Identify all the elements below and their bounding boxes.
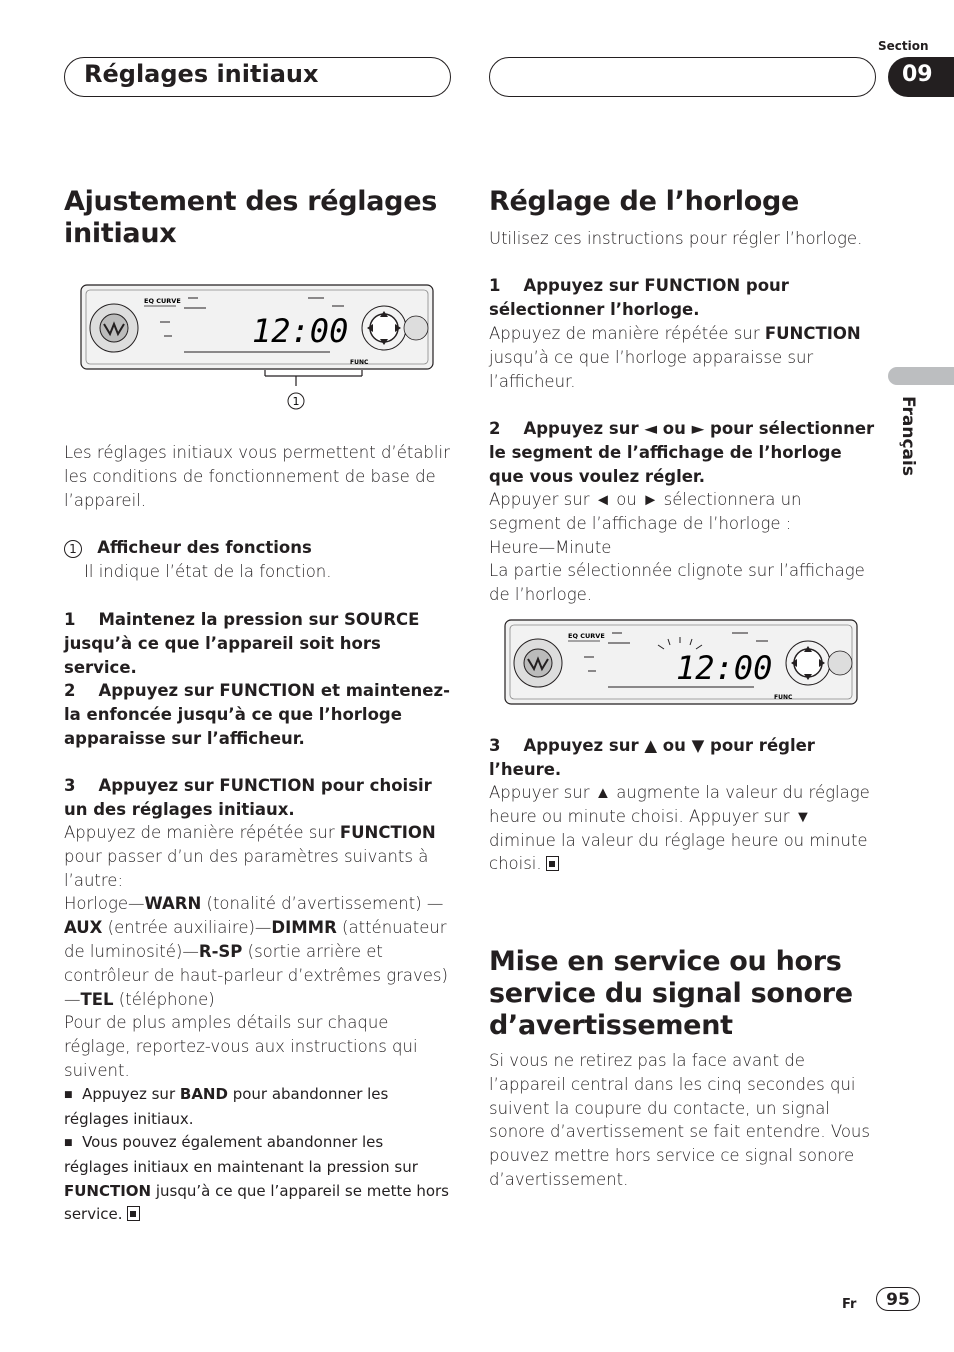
- right-step-2-body-3: La partie sélectionnée clignote sur l’affichage de l’horloge.: [489, 561, 865, 604]
- page-title: Réglages initiaux: [84, 60, 319, 88]
- func-label-2: FUNC: [774, 694, 793, 701]
- left-heading: Ajustement des réglages initiaux: [64, 186, 437, 249]
- display-illustration-1: [80, 284, 434, 414]
- end-mark-icon: [127, 1206, 140, 1221]
- right-step-2-body-2: Heure—Minute: [489, 538, 612, 557]
- left-step-3: 3 Appuyez sur FUNCTION pour choisir un des réglages initiaux.: [64, 776, 438, 819]
- footer-lang: Fr: [842, 1297, 857, 1312]
- left-step-2: 2 Appuyez sur FUNCTION et maintenez-la enfoncée jusqu’à ce que l’horloge apparaisse sur l’afficheur.: [64, 681, 450, 748]
- legend-text: Il indique l’état de la fonction.: [84, 561, 332, 581]
- header-empty-pill: [489, 57, 876, 97]
- left-intro: Les réglages initiaux vous permettent d’établir les conditions de fonctionnement de base de l’appareil.: [64, 443, 450, 510]
- right-step-2-body: Appuyer sur ◄ ou ► sélectionnera un segment de l’affichage de l’horloge :: [489, 490, 802, 533]
- func-label: FUNC: [350, 359, 369, 366]
- right-intro-1: Utilisez ces instructions pour régler l’horloge.: [489, 229, 863, 248]
- right-body-2: Si vous ne retirez pas la face avant de l’appareil central dans les cinq secondes qui suivent la coupure du contacte, un signal sonore d’avertissement se fait entendre. Vous pouvez mettre hors service ce signal sonore d’avertissement.: [489, 1051, 870, 1189]
- display-illustration-2: [504, 619, 858, 707]
- right-step-1-body: Appuyez de manière répétée sur FUNCTION jusqu’à ce que l’horloge apparaisse sur l’afficheur.: [489, 324, 861, 391]
- legend-title: Afficheur des fonctions: [97, 538, 312, 557]
- legend-item: [64, 536, 450, 584]
- clock-digits: 12:00: [252, 312, 349, 350]
- callout-number: 1: [292, 395, 300, 408]
- end-mark-icon: [546, 856, 559, 871]
- eq-curve-label-2: EQ CURVE: [568, 632, 605, 640]
- left-step-3-body: Appuyez de manière répétée sur FUNCTION pour passer d’un des paramètres suivants à l’autre: Horloge—WARN (tonalité d’avertissement) —AUX (entrée auxiliaire)—DIMMR (atténuateur de luminosité)—R-SP (sortie arrière et contrôleur de haut-parleur d’extrêmes graves) —TEL (téléphone) Pour de plus amples détails sur chaque réglage, reportez-vous aux instructions qui suivent.: [64, 823, 448, 1080]
- section-label: Section: [878, 39, 929, 53]
- right-step-2: 2 Appuyez sur ◄ ou ► pour sélectionner le segment de l’affichage de l’horloge que vous voulez régler.: [489, 419, 880, 486]
- legend-number: 1: [64, 540, 82, 558]
- left-note-1: ■ Appuyez sur BAND pour abandonner les réglages initiaux.: [64, 1085, 389, 1128]
- right-step-1: 1 Appuyez sur FUNCTION pour sélectionner l’horloge.: [489, 276, 795, 319]
- right-heading-1: Réglage de l’horloge: [489, 186, 800, 217]
- language-label: Français: [898, 396, 918, 476]
- eq-curve-label: EQ CURVE: [144, 297, 181, 305]
- page-number: 95: [876, 1287, 920, 1311]
- right-step-3: 3 Appuyez sur ▲ ou ▼ pour régler l’heure.: [489, 736, 821, 779]
- language-tab: [888, 367, 954, 385]
- section-badge: 09: [888, 57, 954, 97]
- left-step-1: 1 Maintenez la pression sur SOURCE jusqu’à ce que l’appareil soit hors service.: [64, 610, 426, 677]
- clock-digits-2: 12:00: [676, 649, 773, 687]
- left-note-2: ■ Vous pouvez également abandonner les réglages initiaux en maintenant la pression sur FUNCTION jusqu’à ce que l’appareil se mette hors service.: [64, 1133, 449, 1224]
- right-step-3-body: Appuyer sur ▲ augmente la valeur du réglage heure ou minute choisi. Appuyer sur ▼ diminue la valeur du réglage heure ou minute choisi.: [489, 783, 870, 874]
- right-heading-2: Mise en service ou hors service du signal sonore d’avertissement: [489, 946, 853, 1041]
